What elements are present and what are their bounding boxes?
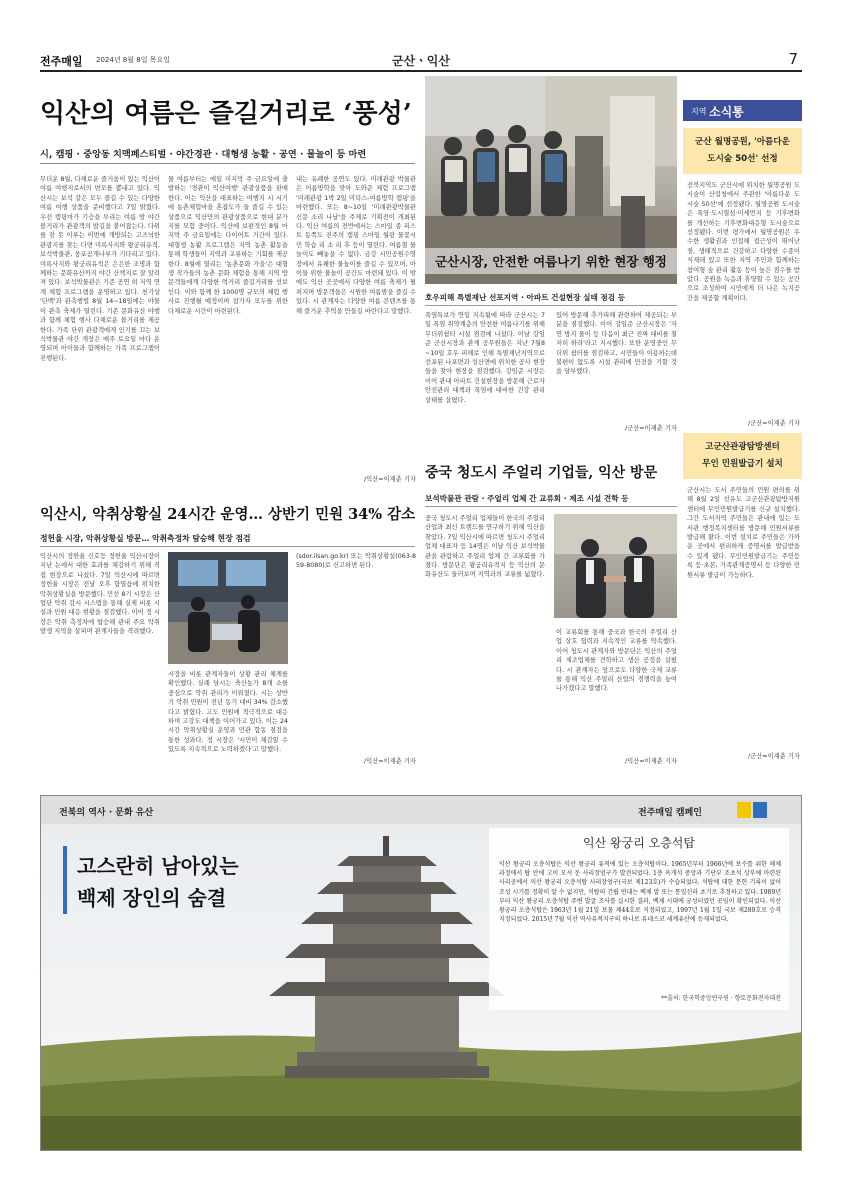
- section-name: 군산ㆍ익산: [392, 54, 450, 68]
- market-byline: /군산=이재춘 기자: [625, 425, 677, 432]
- campaign-subject: 익산 왕궁리 오층석탑: [583, 836, 695, 850]
- page-header: [40, 50, 802, 72]
- sidebar-item2-title-line1: 고군산관광탐방센터: [705, 442, 780, 452]
- odor-headline: 익산시, 악취상황실 24시간 운영… 상반기 민원 34% 감소: [40, 506, 416, 523]
- main-byline: /익산=이재춘 기자: [364, 476, 416, 483]
- china-divider: [425, 506, 677, 507]
- page-number: 7: [788, 50, 798, 68]
- sidebar-item1-title-line2: 도시숲 50선' 선정: [707, 154, 778, 164]
- campaign-title-block: [63, 846, 67, 914]
- china-headline: 중국 청도시 주얼리 기업들, 익산 방문: [425, 465, 658, 481]
- issue-date: 2024년 8월 8일 목요일: [96, 56, 170, 64]
- odor-column-1: 익산시의 정헌율 신호등 정헌율 익산시장이 지난 논에서 대한 효과를 체감하기 위해 직접 현장으로 나섰다. 7일 익산시에 따르면 정헌율 시장은 전날 오후 함열읍에 위치한 악취상황실을 방문했다. 민선 8기 시장은 산업단 악취 감시 시스템을 통해 실제 비롯 시설과 민원 대응 현황을 점검했다. 이어 정 시장은 악취 측정차에 탑승해 관내 주요 악취 발생 지역을 살피며 관계자들을 격려했다.: [40, 553, 160, 636]
- market-divider: [425, 305, 677, 306]
- odor-column-2: 시장을 비롯 관계자들이 상황 관리 체계를 확인했다. 실례 당시는 축산농가 8개 소를 중심으로 악취 관리가 이뤄졌다. 시는 상반기 악취 민원이 전년 동기 대비 34% 감소했다고 밝혔다. 고도 민원에 적극적으로 대응하며 고강도 대책을 이어가고 있다. 이는 24시간 악취상황실 운영과 민관 합동 점검을 통한 성과다. 정 시장은 '시민이 체감할 수 있도록 지속적으로 노력하겠다'고 말했다.: [168, 671, 288, 754]
- campaign-body: 익산 왕궁리 오층석탑은 익산 왕궁리 유적에 있는 오층석탑이다. 1965년부터 1966년에 보수를 위한 해체 과정에서 탑 안에 고이 모셔 둔 사리장엄구가 발견되었다. 1층 옥개석 중앙과 기단부 조초석 상부에 마련된 사리공에서 익산 왕궁리 오층석탑 사리장엄구(국보 제123호)가 수습되었다. 석탑에 대한 문헌 기록이 없어 조성 시기를 정확히 알 수 없지만, 석탑의 건립 연대는 백제 말 또는 통일신라 초기로 추정하고 있다. 1989년부터 익산 왕궁리 오층석탑 주변 발굴 조사를 실시한 결과, 백제 시대에 궁성터였던 곳임이 확인되었다. 익산 왕궁리 오층석탑은 1963년 1월 21일 보물 제44호로 지정되었고, 1997년 1월 1일 국보 제289호로 승격 지정되었다. 2015년 7월 익산 역사유적지구의 하나로 유네스코 세계유산에 등재되었다.: [499, 861, 781, 924]
- campaign-brand-square-yellow: [737, 802, 751, 818]
- china-byline: /익산=이재춘 기자: [625, 758, 677, 765]
- china-column-2: 이 교류회를 통해 중국과 한국의 주얼리 산업 상호 협력과 지속적인 교류를 약속했다. 이어 청도시 관계자와 방문단은 익산의 주얼리 제조업체를 견학하고 생산 공정을 살폈다. 시 관계자는 앞으로도 다양한 국제 교류를 통해 익산 주얼리 산업의 경쟁력을 높여 나가겠다고 말했다.: [556, 629, 677, 693]
- campaign-source: **출처: 한국학중앙연구원 · 향토문화전자대전: [661, 995, 781, 1002]
- sidebar-item1-byline: /군산=이재춘 기자: [748, 420, 800, 427]
- odor-subhead: 정헌율 시장, 악취상황실 방문… 악취측정차 탐승해 현장 점검: [40, 534, 251, 543]
- campaign-title-line2: 백제 장인의 숨결: [77, 886, 227, 910]
- sidebar-label: 소식통: [709, 105, 744, 119]
- odor-column-3: (sdor.ilsan.go.kr) 또는 악취상황실(063-859-8080)로 신고하면 된다.: [296, 553, 416, 570]
- china-subhead: 보석박물관 관람 · 주얼리 업체 간 교류회 · 제조 시설 견학 등: [425, 494, 629, 503]
- market-column-1: 폭염특보가 연일 지속됨에 따라 군산시는 7일 폭염 취약계층의 안전한 여름나기를 위해 무더위쉼터 시설 점검에 나섰다. 이날 강임준 군산시장과 관계 공무원들은 지난 7월8~10일 호우 피해로 인해 특별재난지역으로 선포된 나포면과 성산면에 위치한 공사 현장들을 찾아 현장을 점검했다. 강임준 시장은 이어 관내 아파트 건설현장을 방문해 근로자 안전관리 대책과 폭염에 대비한 건강 관리 상태를 살폈다.: [425, 312, 545, 404]
- sidebar-item1-body: 전북지역도 군산시에 위치한 월명공원 도시숲이 산림청에서 주관한 '아름다운 도시숲 50선'에 선정됐다. 월명공원 도시숲은 폭염·도시열섬·미세먼지 등 기후변화를 개선하는 기후변화대응형 도시숲으로 선정됐다. 이번 평가에서 월명공원은 우수한 생활권과 인접해 접근성이 뛰어난 점, 생태적으로 건강하고 다양한 수종이 식재돼 있고 또한 지역 주민과 함께하는 참여형 숲 관리 활동 등이 높은 점수를 받았다. 공원을 녹음과 휴양할 수 있는 공간으로 조성하여 시민에게 더 나은 녹지공간을 제공할 계획이다.: [687, 182, 800, 302]
- sidebar-item2-byline: /군산=이재춘 기자: [748, 753, 800, 760]
- sidebar-panel: [683, 100, 802, 765]
- campaign-brand-square-blue: [753, 802, 767, 818]
- china-handshake-photo: [554, 514, 677, 618]
- odor-byline: /익산=이재춘 기자: [364, 758, 416, 765]
- sidebar-item2-title-line2: 무인 민원발급기 설치: [702, 459, 783, 469]
- sidebar-label-bar: [683, 100, 802, 121]
- sidebar-item1-title-line1: 군산 월명공원, '아름다운: [695, 137, 790, 147]
- market-inspection-photo: [425, 76, 677, 284]
- campaign-box: [40, 795, 802, 1151]
- main-column-3: 내는 유쾌한 공연도 있다. 미래관광 박물관은 어름방학을 맞아 도와준 체험 프로그램 '미래관광 1박 2일 미덕스-여름방학 캠핑'을 마련했다. 또는 8~10일 '미래관광박물관 신문 소리 나날'을 주제로 기획전이 개최된다. 익산 여름의 전반에서는 스마일 종 피스트 동쪽도 진주의 캠핑 스마일 월광 물꽃시민 학습 리 소 리 후 등이 열린다. 여름철 물놀이도 빼놓을 수 없다. 금강 시민공원수영장에서 유쾌한 물놀이를 즐길 수 있으며, 아이들 위한 물놀이 공간도 마련돼 있다. 이 밖에도 익산 곳곳에서 다양한 여름 축제가 펼쳐지며 방문객들은 시원한 여름밤을 즐길 수 있다. 시 관계자는 다양한 여름 콘텐츠를 통해 즐거운 추억을 만들길 바란다고 말했다.: [296, 176, 416, 315]
- sidebar-item2-body: 군산시는 도서 주민들의 민원 편의를 위해 8월 2일 선유도 고군산관광탐방지원센터에 무인민원발급기를 신규 설치했다. 그간 도서지역 주민들은 관내에 있는 도서관 행정복지센터를 방문해 민원서류를 발급해 왔다. 이번 설치로 주민들은 가까운 곳에서 편리하게 증명서를 발급받을 수 있게 됐다. 무인민원발급기는 주민등록 등·초본, 가족관계증명서 등 다양한 민원서류 발급이 가능하다.: [687, 487, 800, 579]
- campaign-brand: 전주매일 캠페인: [638, 808, 702, 818]
- main-headline: 익산의 여름은 즐길거리로 ‘풍성’: [40, 99, 412, 129]
- sidebar-item2-title-box: [683, 433, 802, 479]
- paper-name: 전주매일: [40, 55, 83, 68]
- market-column-2: 있어 방문해 추가피해 관련하여 제공되는 부분을 점검했다. 이어 강임준 군산시장은 '자연 방지 물이 등 다음이 최근 진짜 대비를 철저히 하라'라고 지시했다. 또한 운영중인 무더위 쉼터를 점검하고, 시민들이 이용하는데 불편이 없도록 시설 관리에 만전을 기할 것을 당부했다.: [556, 312, 677, 376]
- odor-room-photo: [168, 552, 288, 664]
- campaign-title-line1: 고스란히 남아있는: [77, 854, 239, 878]
- market-headline: 군산시장, 안전한 여름나기 위한 현장 행정: [425, 248, 677, 274]
- main-divider: [40, 163, 415, 164]
- china-column-1: 중국 청도시 주얼리 업체들이 한국의 주얼리 산업과 최신 트렌드를 연구하기 위해 익산을 찾았다. 7일 익산시에 따르면 청도시 주얼리 업체 대표자 등 14명은 이날 익산 보석박물관을 관람하고 주얼리 업체 간 교류회를 가졌다. 방문단은 왕궁리유적지 등 익산의 문화유산도 둘러보며 지역과의 교류를 넓혔다.: [425, 515, 545, 579]
- sidebar-label-prefix: 지역: [691, 107, 707, 116]
- market-subhead: 호우피해 특별재난 선포지역 · 아파트 건설현장 실태 점검 등: [425, 293, 626, 302]
- sidebar-item1-title-box: [683, 128, 802, 174]
- campaign-tag: 전북의 역사 · 문화 유산: [59, 808, 154, 818]
- main-subhead: 시, 캠핑 · 중앙동 치맥페스티벌 · 야간경관 · 대형생 농활 · 공연 · 물놀이 등 마련: [40, 149, 367, 160]
- main-column-1: 무더운 8월, 다채로운 즐거움이 있는 익산이 여름 여행지로서의 면모를 뽐내고 있다. 익산시는 보석 같은 모두 즐길 수 있는 다양한 여름 여행 상품을 준비했다고 7일 밝혔다. 우선 캠핑마가 기승을 부리는 여름 밤 야간볼거리가 관광객의 발길을 붙어잡는다. 다위를 잠 못 이루는 이번에 개방되는 고즈넉한 관광지를 찾는 다면 미륵사지와 왕궁리유적, 보석박물관, 웅포곰개나루가 기다리고 있다. 미륵사지와 왕궁리유적은 은은한 조명과 함께하는 문화유산까지 야간 산책지로 잘 알려져 있다. 보석박물관은 기존 공연 외 지역 연계 체험 프로그램을 운영하고 있다. 천기상 '단백'과 관측행렬 8월 14~18일에는 야물이 관측 축제가 열린다. 기존 문화유산 야행과 함께 체험 행사 다채로운 볼거리를 제공한다. 가족 단위 관광객에게 인기를 끄는 보석박물관 야간 개장은 매주 토요일 마다 운영되며 아이들과 함께하는 가족 프로그램이 진행된다.: [40, 176, 160, 362]
- odor-divider: [40, 546, 415, 547]
- main-column-2: 물 여름부터는 매일 미지막 주 금요일에 출발하는 '경관이 익산여행' 관광상품을 판매한다. 이는 익산을 대표하는 여행지 시 시기에 농촌체험마을 혼잡도가 들 즐길 수 있는 상품으로 익산만의 관광상품으로 현대 분가지를 모험 중이다. 익산에 보편적인 8월 마지막 주 금요일에는 다이어트 기간이 있다. 대형생 농활 프로그램은 지역 농촌 활동을 통해 학생들이 지역과 교류하는 기회를 제공한다. 8월에 열리는 '농촌문화 가을'은 대형생 작가들의 농촌 문화 체험을 통해 지역 방문객들에게 다양한 먹거리 즐길거리를 선보인다. 이와 함께 한 1000명 규모의 체험 행사로 진행될 예정이며 참가자 모두를 위한 다채로운 시간이 마련된다.: [168, 176, 288, 315]
